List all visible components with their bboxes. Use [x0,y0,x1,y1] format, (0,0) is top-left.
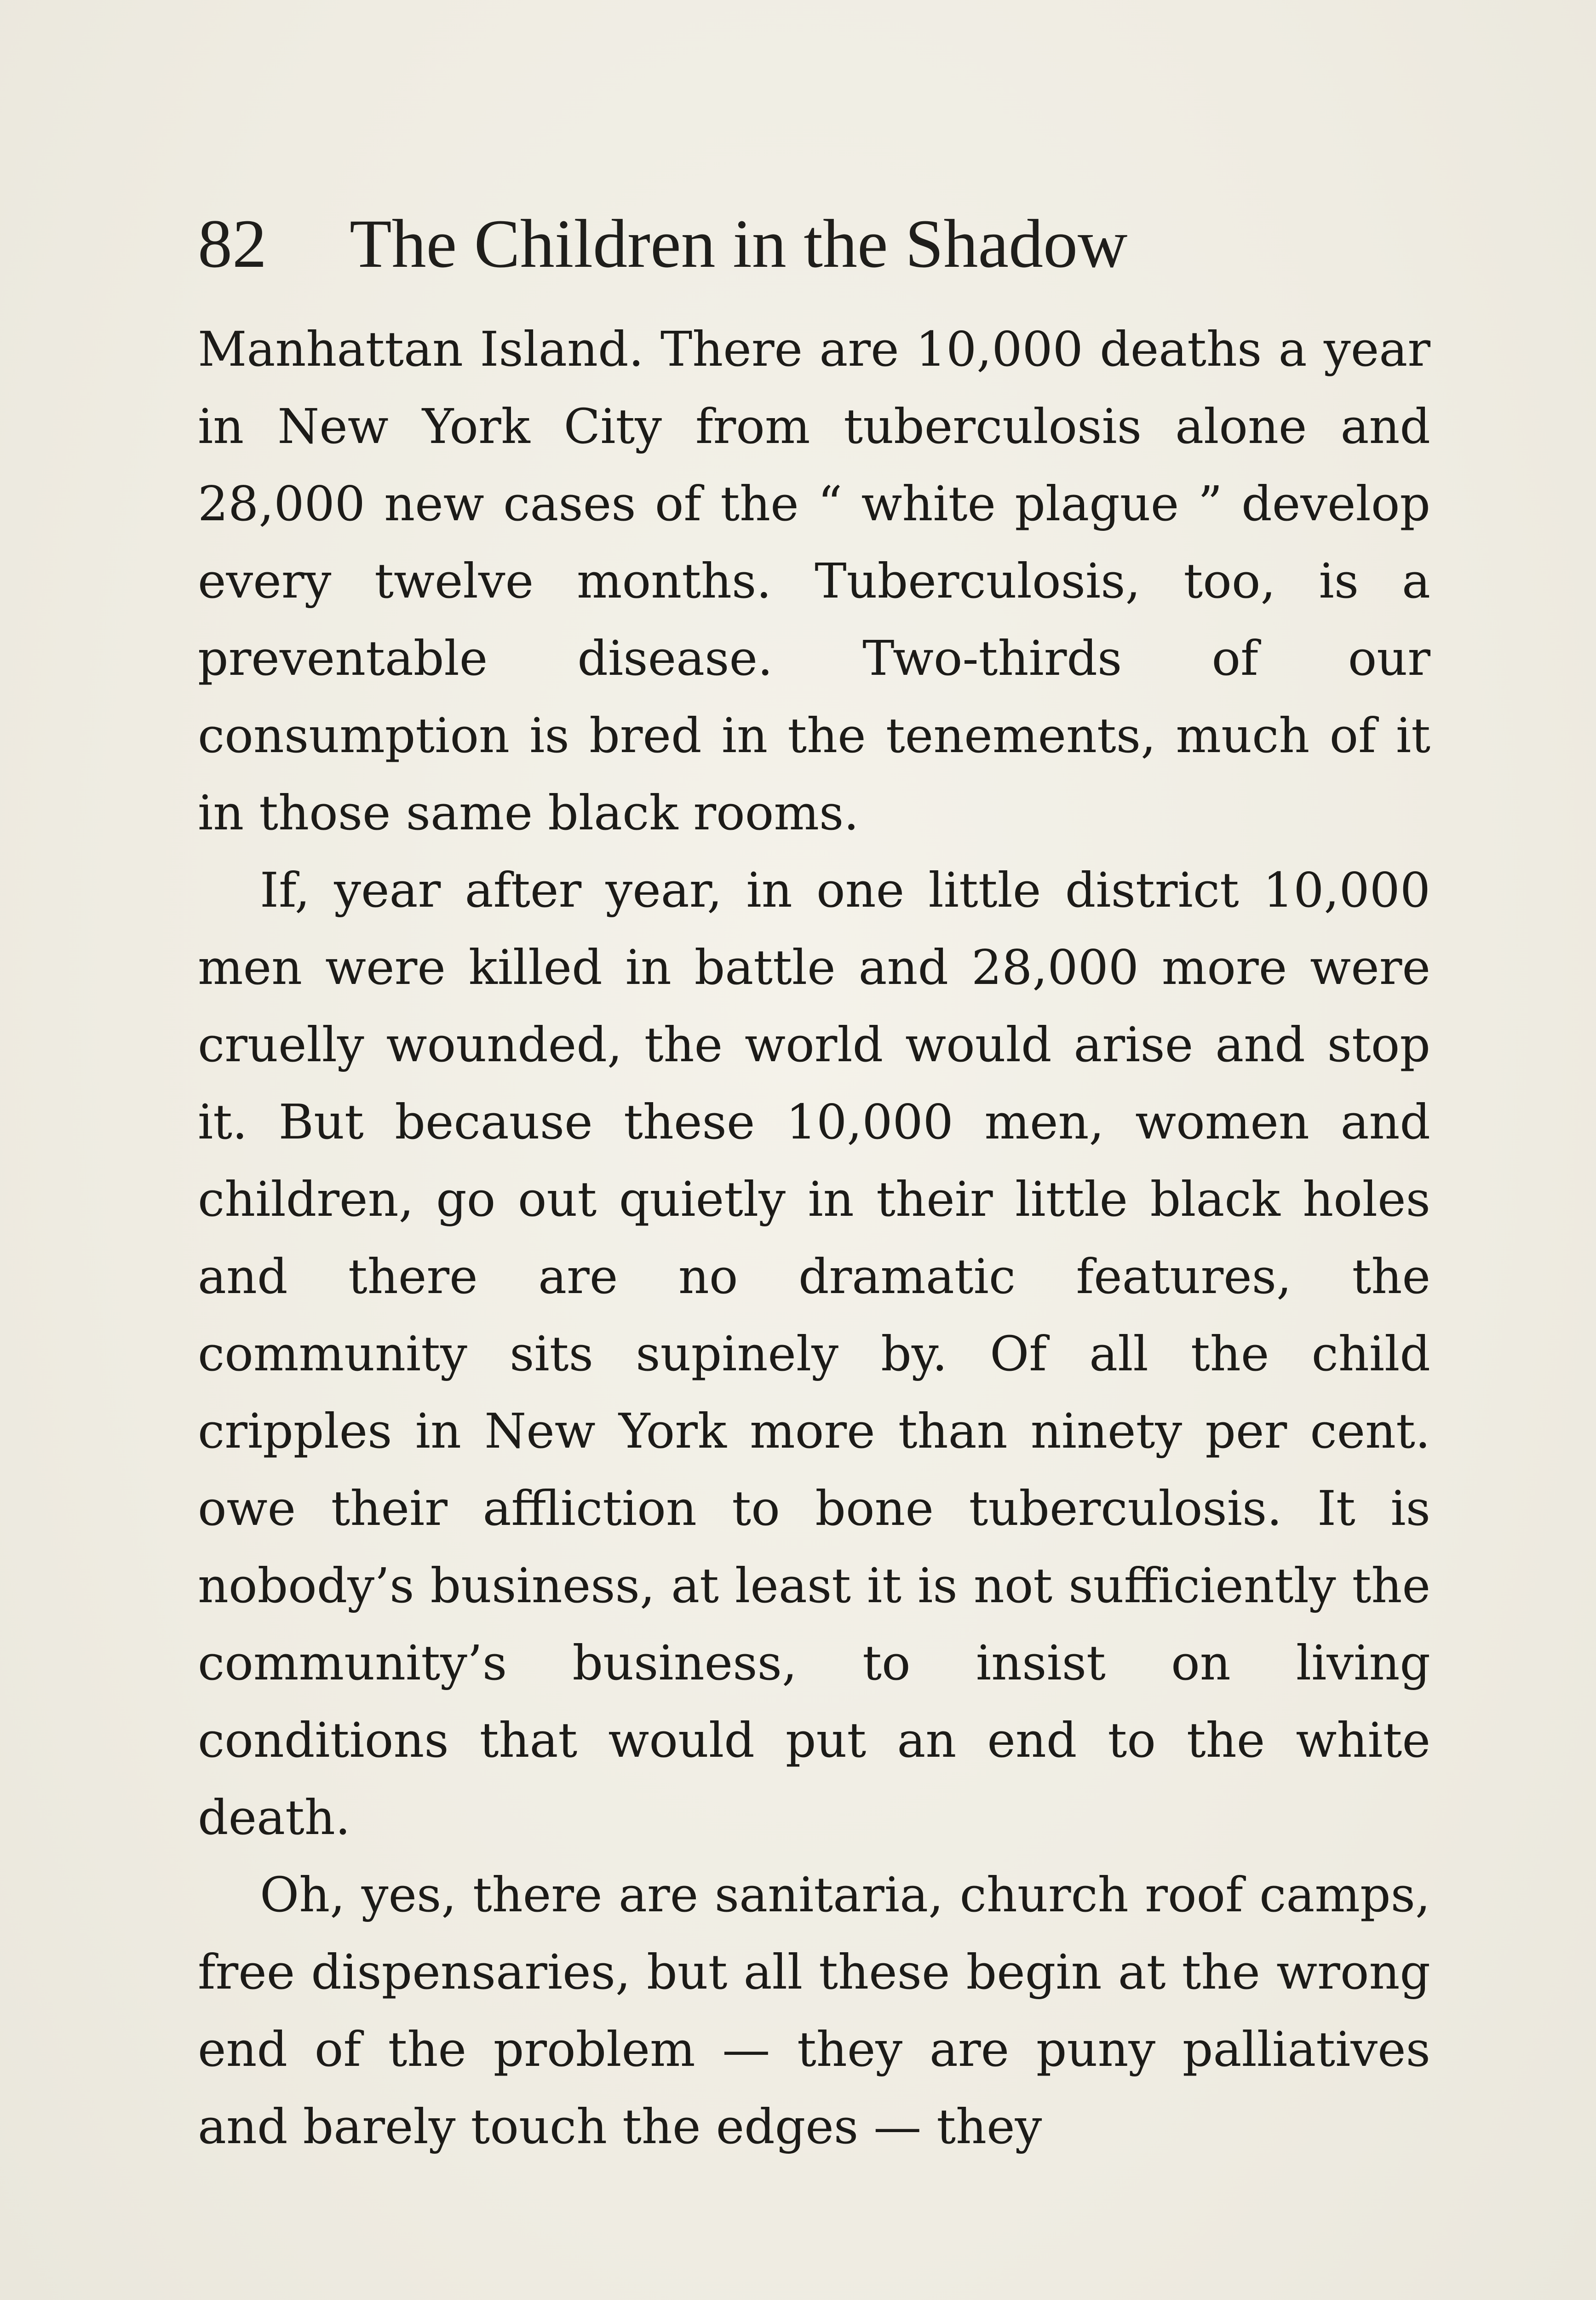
body-text [198,310,1430,2165]
paragraph-3: Oh, yes, there are sanitaria, church roof camps, free dispensaries, but all these begin at the wrong end of the problem — they are puny palliatives and barely touch the edges — they [198,1867,1430,2155]
page-header [198,198,1440,290]
paragraph-1: Manhattan Island. There are 10,000 deaths a year in New York City from tuberculosis alone and 28,000 new cases of the “ white plague ” develop every twelve months. Tuberculosis, too, is a preventable disease. Two-thirds of our consumption is bred in the tenements, much of it in those same black rooms. [198,321,1430,841]
running-title: The Children in the Shadow [350,206,1128,282]
paragraph-2: If, year after year, in one little district 10,000 men were killed in battle and 28,000 more were cruelly wounded, the world would arise and stop it. But because these 10,000 men, women and children, go out quietly in their little black holes and there are no dramatic features, the community sits supinely by. Of all the child cripples in New York more than ninety per cent. owe their affliction to bone tuberculosis. It is nobody’s business, at least it is not sufficiently the community’s business, to insist on living conditions that would put an end to the white death. [198,862,1430,1846]
page-number: 82 [198,206,267,282]
